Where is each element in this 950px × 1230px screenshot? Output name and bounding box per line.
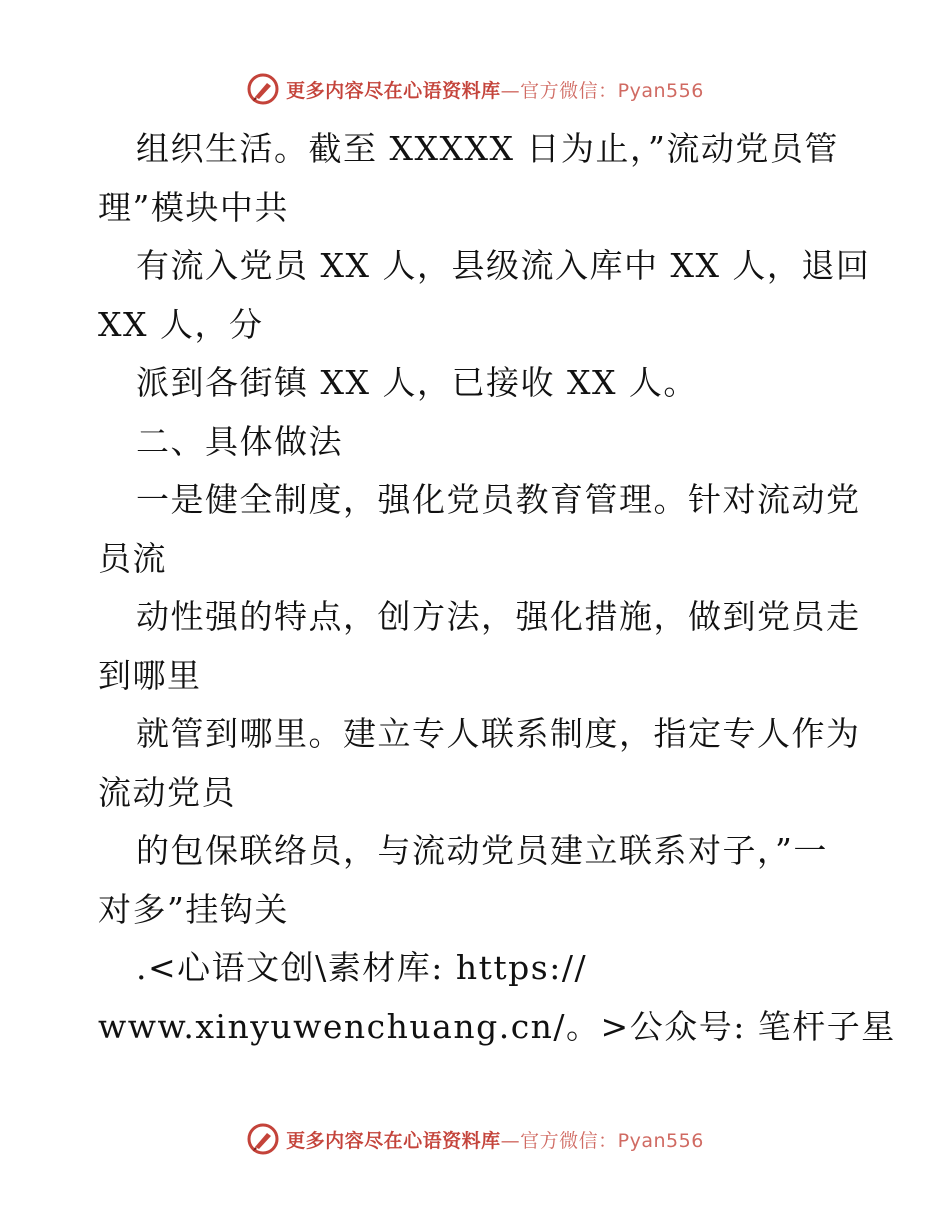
source-note-line: .<心语文创\素材库: https:// [136, 948, 588, 987]
body-line: 组织生活。截至 XXXXX 日为止，”流动党员管 [136, 129, 839, 168]
section-heading: 二、具体做法 [136, 421, 343, 461]
body-line: 员流 [98, 538, 167, 578]
body-line: 动性强的特点，创方法，强化措施，做到党员走 [136, 597, 861, 636]
header-banner [0, 72, 950, 106]
body-line: 派到各街镇 XX 人，已接收 XX 人。 [136, 363, 698, 402]
footer-banner-suffix: —官方微信：Pyan556 [500, 1129, 704, 1152]
body-line: 对多”挂钩关 [98, 889, 289, 929]
body-line: 理”模块中共 [98, 187, 289, 227]
document-body [98, 120, 896, 1056]
body-line: XX 人，分 [98, 304, 264, 344]
body-line: 流动党员 [98, 772, 236, 812]
body-line: 一是健全制度，强化党员教育管理。针对流动党 [136, 480, 861, 519]
body-line: 有流入党员 XX 人，县级流入库中 XX 人，退回 [136, 246, 871, 285]
body-line: 到哪里 [98, 655, 202, 695]
source-url-line: www.xinyuwenchuang.cn/。>公众号: 笔杆子星 [98, 1006, 896, 1046]
body-line: 的包保联络员，与流动党员建立联系对子，”一 [136, 831, 828, 870]
footer-banner [0, 1122, 950, 1156]
header-banner-text: 更多内容尽在心语资料库 [286, 79, 501, 102]
pen-logo-icon [246, 72, 280, 106]
header-banner-suffix: —官方微信：Pyan556 [500, 79, 704, 102]
body-line: 就管到哪里。建立专人联系制度，指定专人作为 [136, 714, 861, 753]
pen-logo-icon [246, 1122, 280, 1156]
footer-banner-text: 更多内容尽在心语资料库 [286, 1129, 501, 1152]
